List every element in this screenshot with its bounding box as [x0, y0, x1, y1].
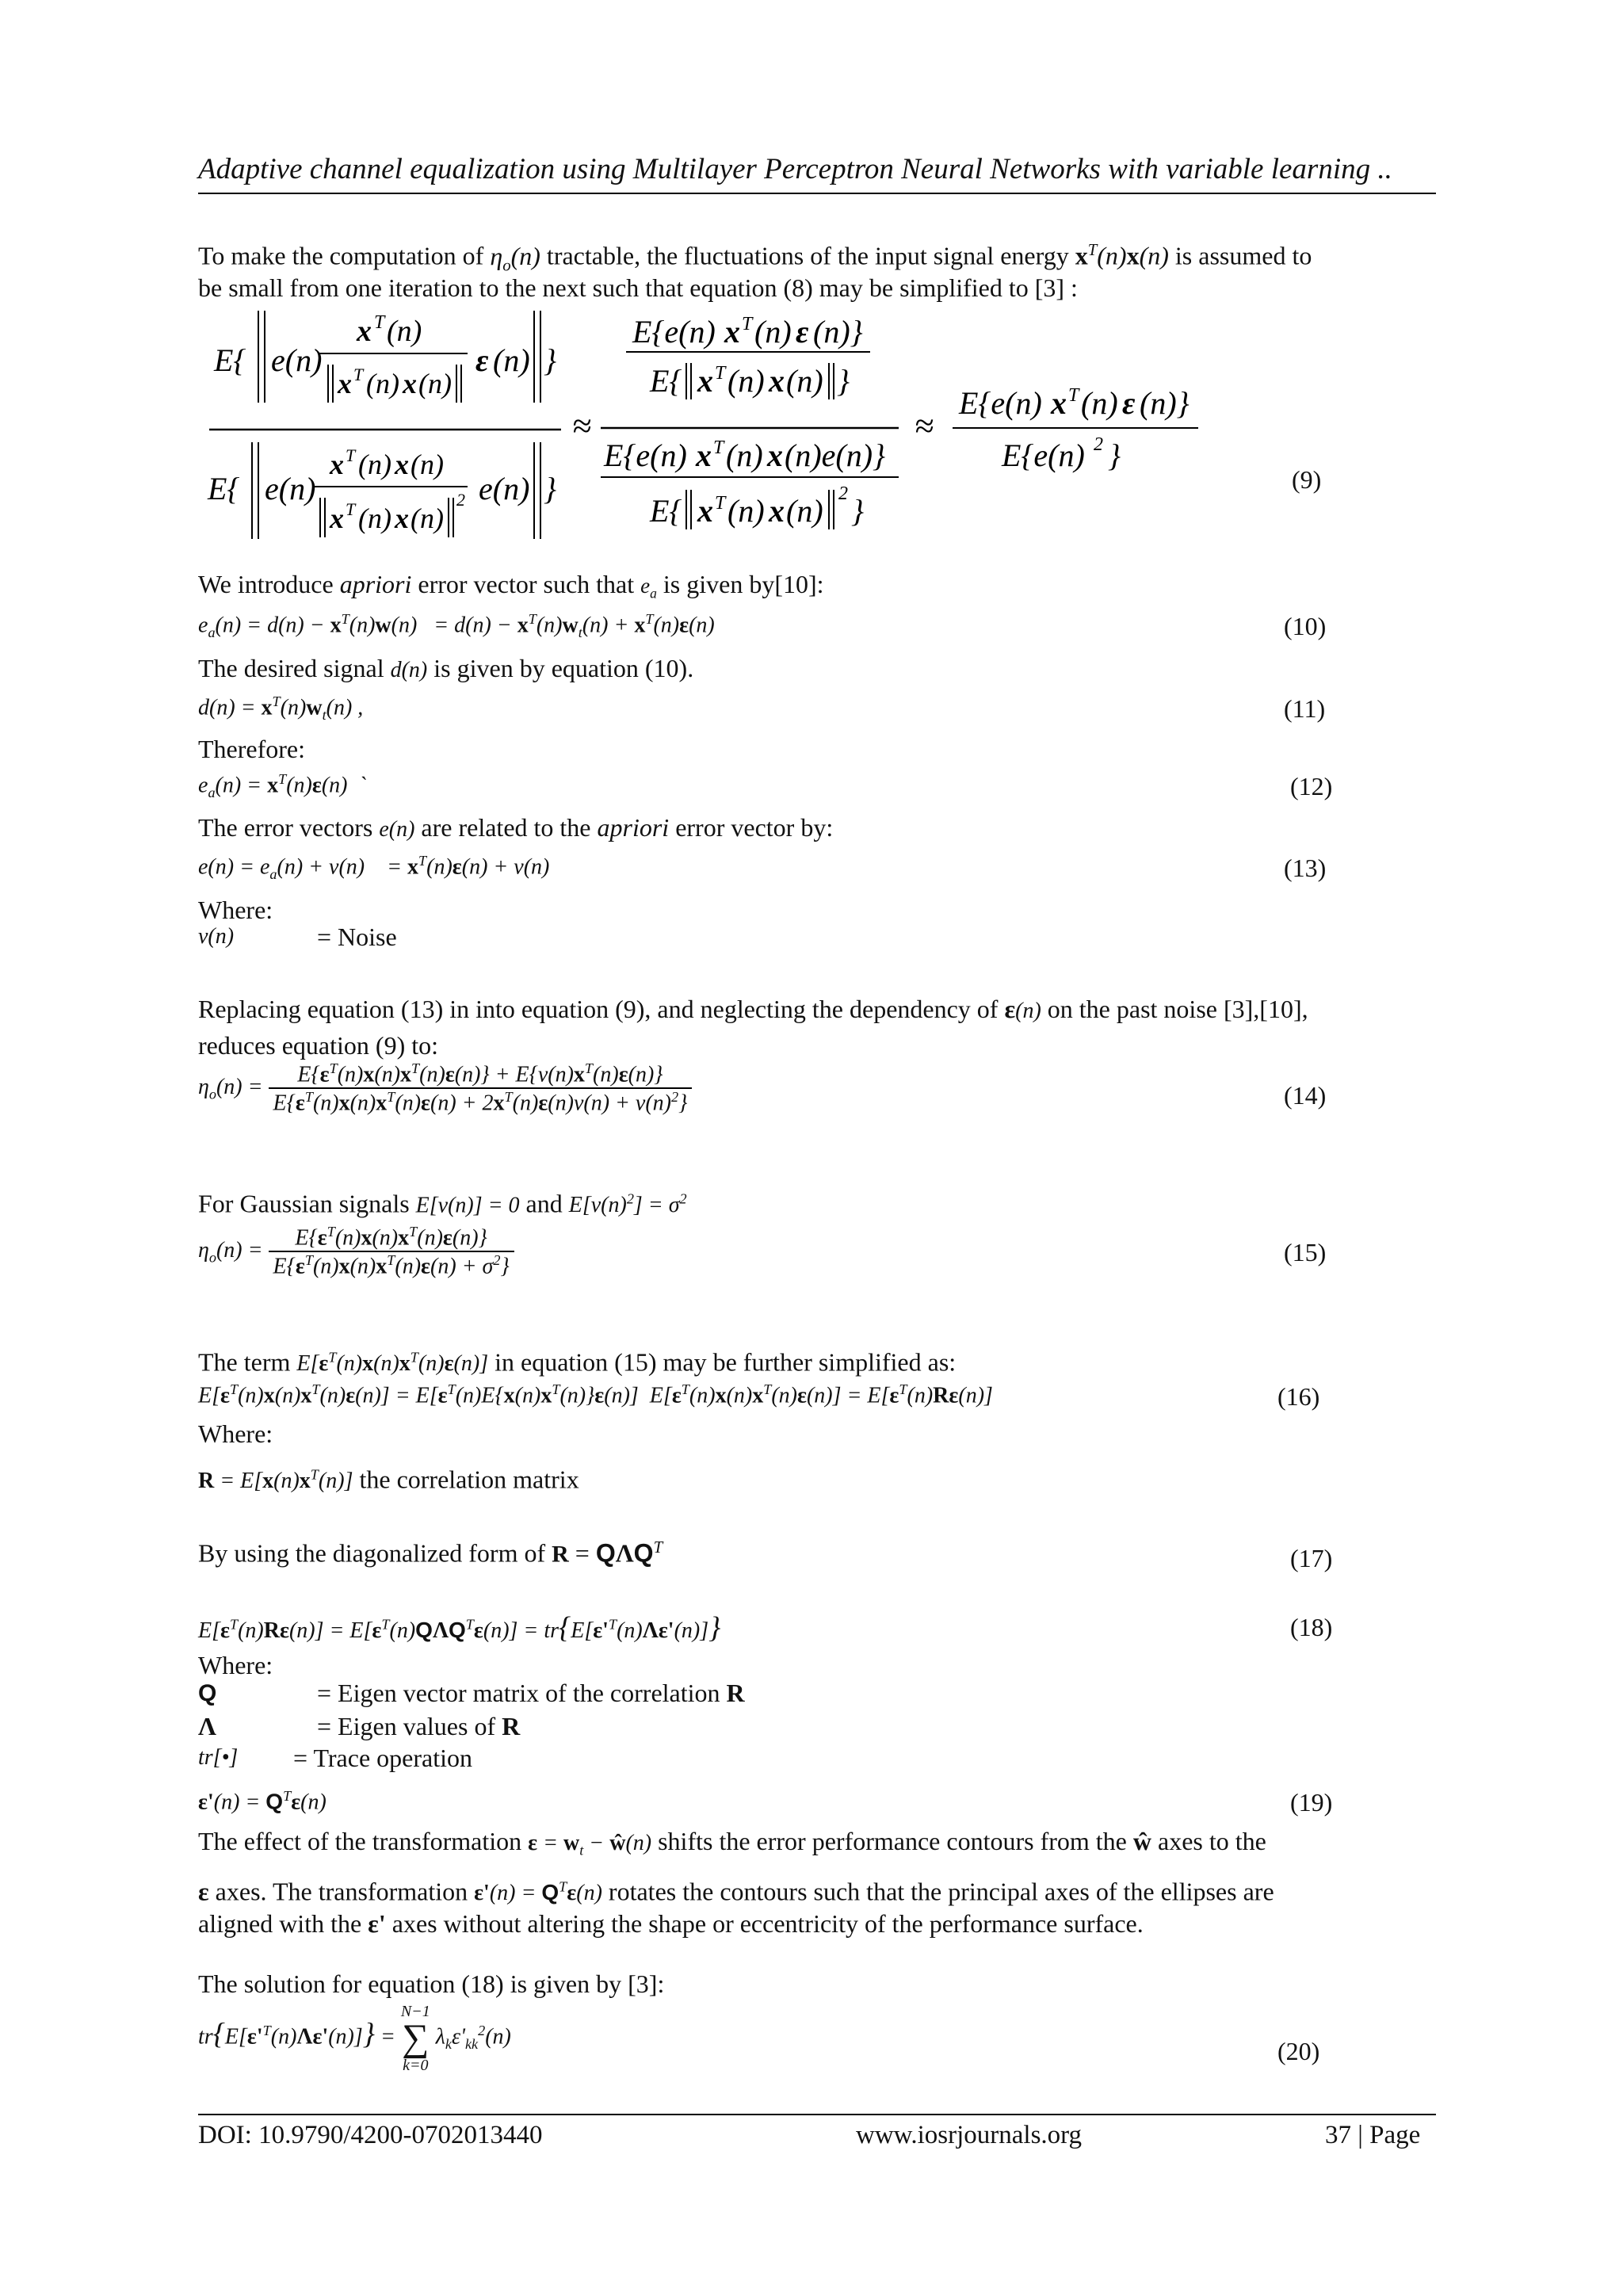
- svg-text:T: T: [715, 493, 726, 514]
- svg-text:x: x: [769, 363, 785, 399]
- svg-text:(n): (n): [358, 449, 391, 480]
- equation-9: [198, 301, 1212, 567]
- svg-text:x: x: [724, 314, 740, 350]
- svg-text:E{e(n): E{e(n): [632, 314, 716, 350]
- equation-15-number: (15): [1284, 1238, 1327, 1266]
- svg-text:(n): (n): [411, 502, 444, 534]
- svg-text:}: }: [837, 363, 850, 399]
- svg-text:T: T: [346, 445, 356, 465]
- svg-text:≈: ≈: [572, 407, 592, 445]
- svg-text:(n): (n): [726, 437, 763, 473]
- paragraph-replacing: Replacing equation (13) in into equation (9), and neglecting the dependency of ε(n) on the past noise [3],[10],: [198, 995, 1308, 1023]
- equation-16: $E[\varepsilon^T(n)x(n)x^T(n)\varepsilon(n)] = E[\varepsilon^T(n)E\{x(n)x^T(n)\}\varepsilon(n)] E[\varepsilon^T(n)x(n)x^T(n)\varepsilon(n)] = E[\varepsilon^T(n)R\varepsilon(n)]$: [198, 1381, 993, 1408]
- svg-text:2: 2: [1094, 434, 1103, 455]
- svg-text:(n): (n): [727, 493, 765, 529]
- footer-rule: [198, 2114, 1436, 2115]
- equation-20: $tr\{E[\varepsilon'^T(n)\Lambda\varepsilon'(n)]\}$ = N−1 ∑ k=0 $\lambda_k\varepsilon'_{kk}^2(n)$: [198, 2003, 511, 2074]
- svg-text:ε: ε: [1122, 385, 1136, 421]
- svg-text:}: }: [851, 493, 864, 529]
- equation-10-number: (10): [1284, 612, 1327, 640]
- equation-9-graphic: [198, 301, 1212, 563]
- svg-text:(n): (n): [754, 314, 792, 350]
- paragraph-transformation: The effect of the transformation $\varepsilon = w_t$ − ŵ(n) shifts the error performance contours from the ŵ axes to the: [198, 1827, 1266, 1859]
- svg-text:T: T: [353, 365, 364, 384]
- equation-11: $d(n) = x^T(n)w_t(n)$ ,: [198, 693, 364, 723]
- equation-11-number: (11): [1284, 694, 1326, 723]
- equation-12-number: (12): [1290, 772, 1333, 800]
- svg-text:(n): (n): [493, 342, 530, 378]
- paragraph-apriori: We introduce apriori error vector such that $e_a$ is given by[10]:: [198, 570, 824, 602]
- footer-url[interactable]: www.iosrjournals.org: [856, 2121, 1083, 2149]
- svg-text:x: x: [338, 368, 352, 399]
- equation-13-number: (13): [1284, 854, 1327, 882]
- where-label-1: Where:: [198, 896, 273, 924]
- svg-text:ε: ε: [796, 314, 809, 350]
- lambda-definition: = Eigen values of R: [317, 1712, 521, 1740]
- svg-text:T: T: [713, 437, 724, 458]
- svg-text:}: }: [544, 342, 556, 378]
- svg-text:E{e(n): E{e(n): [604, 437, 687, 473]
- paragraph-term: The term $E[\varepsilon^T(n)x(n)x^T(n)\varepsilon(n)]$ in equation (15) may be further simplified as:: [198, 1347, 957, 1377]
- noise-definition: = Noise: [317, 923, 397, 951]
- svg-text:e(n): e(n): [271, 342, 323, 378]
- equation-12: $e_a(n) = x^T(n)\varepsilon(n)$ `: [198, 771, 366, 800]
- svg-text:T: T: [1068, 385, 1079, 406]
- trace-symbol: tr[•]: [198, 1745, 239, 1770]
- noise-symbol: v(n): [198, 924, 235, 949]
- paragraph-transformation-line2: ε axes. The transformation $\varepsilon'(n) = Q^T\varepsilon(n)$ rotates the contours such that the principal axes of the ellipses are: [198, 1877, 1274, 1906]
- equation-13: $e(n) = e_a(n) + v(n)$ = $x^T(n)\varepsilon(n) + v(n)$: [198, 853, 550, 882]
- svg-text:x: x: [395, 502, 409, 534]
- equation-9-number: (9): [1292, 465, 1322, 494]
- svg-text:≈: ≈: [915, 407, 934, 445]
- svg-text:E{: E{: [208, 471, 240, 506]
- svg-text:(n): (n): [786, 493, 823, 529]
- svg-text:(n): (n): [727, 363, 765, 399]
- paragraph-transformation-line3: aligned with the ε' axes without altering the shape or eccentricity of the performance surface.: [198, 1909, 1144, 1938]
- trace-definition: = Trace operation: [293, 1744, 472, 1772]
- paragraph-diagonalized: By using the diagonalized form of $R = Q\Lambda Q^T$: [198, 1538, 663, 1568]
- svg-text:(n): (n): [786, 363, 823, 399]
- svg-text:(n)}: (n)}: [1140, 385, 1190, 421]
- svg-text:x: x: [330, 502, 344, 534]
- svg-text:}: }: [1108, 437, 1121, 473]
- equation-14: $\eta_o(n)$ = $\frac{E\{\varepsilon^T(n)x(n)x^T(n)\varepsilon(n)\} + E\{v(n)x^T(n)\varepsilon(n)\}}{E\{\varepsilon^T(n)x(n)x^T(n)\varepsilon(n) + 2x^T(n)\varepsilon(n)v(n) + v(n)^2\}}$: [198, 1060, 692, 1117]
- equation-15: $\eta_o(n)$ = $\frac{E\{\varepsilon^T(n)x(n)x^T(n)\varepsilon(n)\}}{E\{\varepsilon^T(n)x(n)x^T(n)\varepsilon(n) + \sigma^2\}}$: [198, 1224, 514, 1280]
- svg-text:x: x: [330, 449, 344, 480]
- paragraph-desired-signal: The desired signal d(n) is given by equation (10).: [198, 654, 694, 682]
- paragraph-intro-line2: be small from one iteration to the next such that equation (8) may be simplified to [3] :: [198, 273, 1078, 302]
- svg-text:x: x: [769, 493, 785, 529]
- svg-text:ε: ε: [475, 342, 489, 378]
- svg-text:x: x: [1051, 385, 1067, 421]
- svg-text:x: x: [696, 437, 712, 473]
- paragraph-gaussian: For Gaussian signals E[v(n)] = 0 and $E[v(n)^2] = \sigma^2$: [198, 1189, 687, 1218]
- svg-text:e(n): e(n): [479, 471, 530, 506]
- svg-text:(n): (n): [366, 368, 399, 399]
- running-header: Adaptive channel equalization using Multilayer Perceptron Neural Networks with variable learning ..: [198, 153, 1392, 185]
- equation-14-number: (14): [1284, 1081, 1327, 1110]
- header-rule: [198, 193, 1436, 194]
- footer-doi: DOI: 10.9790/4200-0702013440: [198, 2121, 543, 2149]
- svg-text:x: x: [403, 368, 417, 399]
- q-symbol: Q: [198, 1680, 217, 1706]
- svg-text:e(n): e(n): [265, 471, 316, 506]
- svg-text:(n)}: (n)}: [813, 314, 863, 350]
- equation-20-number: (20): [1277, 2037, 1320, 2065]
- svg-text:E{e(n): E{e(n): [1002, 437, 1085, 473]
- svg-text:x: x: [697, 493, 713, 529]
- svg-text:T: T: [742, 314, 753, 334]
- svg-text:2: 2: [456, 490, 465, 510]
- equation-18: $E[\varepsilon^T(n)R\varepsilon(n)] = E[\varepsilon^T(n)Q\Lambda Q^T\varepsilon(n)] = tr\{E[\varepsilon'^T(n)\Lambda\varepsilon'(n)]\}$: [198, 1611, 721, 1645]
- equation-19-number: (19): [1290, 1788, 1333, 1817]
- svg-text:E{: E{: [650, 493, 682, 529]
- q-definition: = Eigen vector matrix of the correlation R: [317, 1679, 745, 1707]
- svg-text:T: T: [374, 312, 385, 333]
- therefore-label: Therefore:: [198, 735, 306, 763]
- svg-text:2: 2: [838, 483, 848, 504]
- svg-text:T: T: [346, 499, 356, 519]
- svg-text:T: T: [715, 363, 726, 384]
- equation-19: $\varepsilon'(n) = Q^T\varepsilon(n)$: [198, 1788, 327, 1815]
- svg-text:(n): (n): [418, 368, 452, 399]
- svg-text:(n): (n): [411, 449, 444, 480]
- svg-text:E{: E{: [650, 363, 682, 399]
- svg-text:E{: E{: [214, 342, 246, 378]
- correlation-matrix-def: $R = E[x(n)x^T(n)]$ the correlation matrix: [198, 1465, 579, 1494]
- equation-10: $e_a(n) = d(n) - x^T(n)w(n) = d(n) - x^T(n)w_t(n) + x^T(n)\varepsilon(n)$: [198, 611, 715, 640]
- svg-text:}: }: [544, 471, 556, 506]
- footer-page-number: 37 | Page: [1325, 2121, 1421, 2149]
- equation-17-number: (17): [1290, 1544, 1333, 1572]
- paragraph-intro: To make the computation of $\eta_o(n)$ tractable, the fluctuations of the input signal energy $x^T(n)x(n)$ is assumed to: [198, 241, 1312, 275]
- svg-text:x: x: [697, 363, 713, 399]
- svg-text:(n): (n): [387, 315, 422, 348]
- svg-text:x: x: [767, 437, 783, 473]
- paragraph-solution: The solution for equation (18) is given by [3]:: [198, 1969, 665, 1998]
- lambda-symbol: Λ: [198, 1712, 216, 1740]
- svg-text:E{e(n): E{e(n): [959, 385, 1042, 421]
- svg-text:x: x: [357, 315, 372, 348]
- eta-symbol: $\eta_o(n)$: [490, 241, 540, 275]
- svg-text:x: x: [395, 449, 409, 480]
- equation-16-number: (16): [1277, 1382, 1320, 1411]
- where-label-3: Where:: [198, 1651, 273, 1679]
- where-label-2: Where:: [198, 1419, 273, 1448]
- svg-text:(n): (n): [358, 502, 391, 534]
- paragraph-replacing-line2: reduces equation (9) to:: [198, 1031, 438, 1060]
- paragraph-error-vectors: The error vectors e(n) are related to the apriori error vector by:: [198, 813, 834, 842]
- svg-text:(n): (n): [1081, 385, 1118, 421]
- svg-text:(n)e(n)}: (n)e(n)}: [785, 437, 886, 473]
- equation-18-number: (18): [1290, 1613, 1333, 1641]
